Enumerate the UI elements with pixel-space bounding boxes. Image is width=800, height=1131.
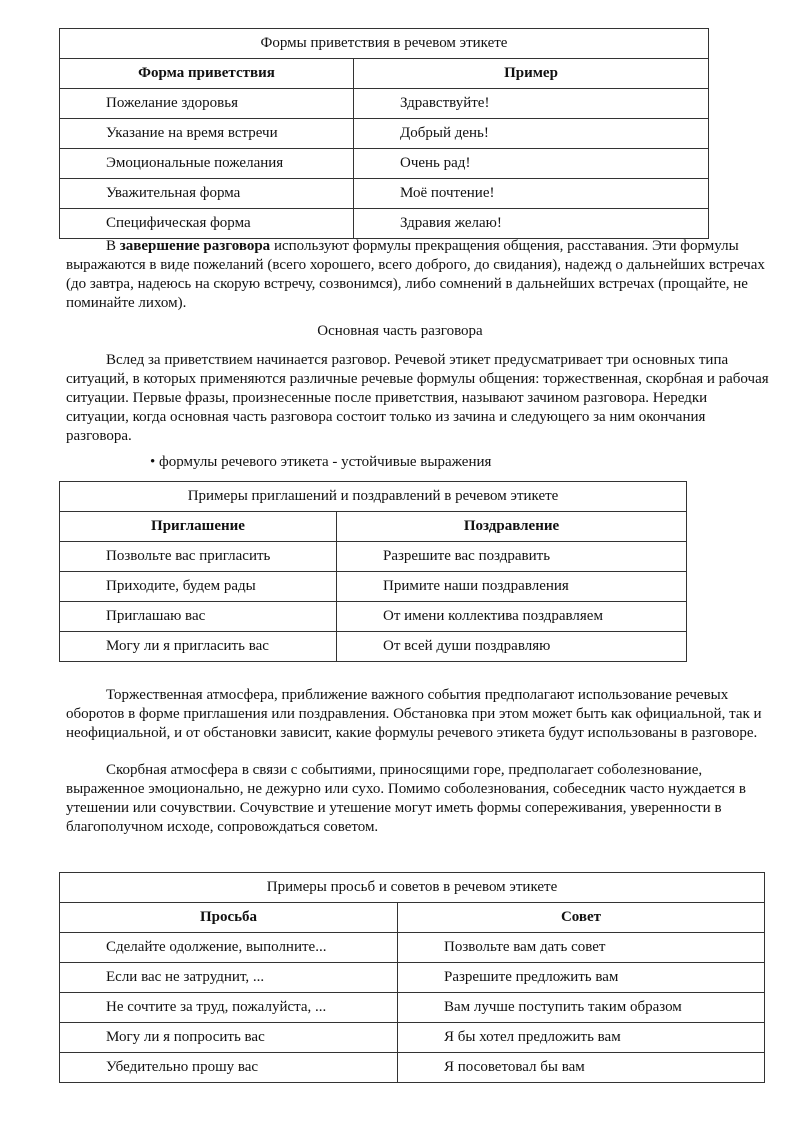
table-cell: От всей души поздравляю [337, 632, 687, 662]
table-cell: От имени коллектива поздравляем [337, 602, 687, 632]
table-cell: Не сочтите за труд, пожалуйста, ... [60, 993, 398, 1023]
table-cell: Вам лучше поступить таким образом [398, 993, 765, 1023]
table-cell: Я посоветовал бы вам [398, 1053, 765, 1083]
table-cell: Могу ли я пригласить вас [60, 632, 337, 662]
table-row [60, 963, 765, 993]
table-cell: Указание на время встречи [60, 119, 354, 149]
table-cell: Разрешите вас поздравить [337, 542, 687, 572]
table-cell: Разрешите предложить вам [398, 963, 765, 993]
table-cell: Могу ли я попросить вас [60, 1023, 398, 1053]
table-row [60, 632, 687, 662]
column-header: Пример [354, 59, 709, 89]
table-cell: Я бы хотел предложить вам [398, 1023, 765, 1053]
table-caption: Примеры приглашений и поздравлений в речевом этикете [60, 482, 687, 512]
table-row [60, 542, 687, 572]
table-cell: Пожелание здоровья [60, 89, 354, 119]
bullet-item: • формулы речевого этикета - устойчивые выражения [150, 454, 492, 470]
column-header: Форма приветствия [60, 59, 354, 89]
table-cell: Если вас не затруднит, ... [60, 963, 398, 993]
column-header: Просьба [60, 903, 398, 933]
column-header: Поздравление [337, 512, 687, 542]
requests-table [59, 872, 765, 1083]
table-cell: Очень рад! [354, 149, 709, 179]
text-run: используют формулы прекращения общения, расставания. Эти формулы выражаются в виде пожеланий (всего хорошего, всего доброго, до свидания), надежд о дальнейших встречах (до завтра, надеюсь на скорую встречу, созвонимся), либо сомнений в дальнейших встречах (прощайте, не поминайте лихом). [66, 238, 765, 311]
table-cell: Специфическая форма [60, 209, 354, 239]
bold-term: завершение разговора [119, 238, 271, 254]
table-row [60, 89, 709, 119]
table-cell: Эмоциональные пожелания [60, 149, 354, 179]
table-row [60, 149, 709, 179]
closing-paragraph [66, 237, 771, 313]
table-row [60, 933, 765, 963]
table-cell: Примите наши поздравления [337, 572, 687, 602]
table-cell: Убедительно прошу вас [60, 1053, 398, 1083]
table-cell: Приглашаю вас [60, 602, 337, 632]
table-cell: Уважительная форма [60, 179, 354, 209]
table-row [60, 1023, 765, 1053]
table-cell: Здравствуйте! [354, 89, 709, 119]
text-run: В [106, 238, 120, 254]
table-cell: Позвольте вам дать совет [398, 933, 765, 963]
table-cell: Сделайте одолжение, выполните... [60, 933, 398, 963]
column-header: Приглашение [60, 512, 337, 542]
table-row [60, 179, 709, 209]
table-row [60, 993, 765, 1023]
table-cell: Здравия желаю! [354, 209, 709, 239]
section-title: Основная часть разговора [317, 323, 483, 339]
table-cell: Добрый день! [354, 119, 709, 149]
table-row [60, 572, 687, 602]
mourning-paragraph: Скорбная атмосфера в связи с событиями, приносящими горе, предполагает соболезнование, выраженное эмоционально, не дежурно или сухо. Помимо соболезнования, собеседник часто нуждается в утешении или сочувствии. Сочувствие и утешение могут иметь формы сопереживания, уверенности в благополучном исходе, сопровождаться советом. [66, 762, 746, 835]
greetings-table [59, 28, 709, 239]
table-caption: Формы приветствия в речевом этикете [60, 29, 709, 59]
column-header: Совет [398, 903, 765, 933]
table-cell: Позвольте вас пригласить [60, 542, 337, 572]
solemn-paragraph: Торжественная атмосфера, приближение важного события предполагают использование речевых оборотов в форме приглашения или поздравления. Обстановка при этом может быть как официальной, так и неофициальной, и от обстановки зависит, какие формулы речевого этикета будут использованы в разговоре. [66, 687, 762, 741]
table-row [60, 119, 709, 149]
table-caption: Примеры просьб и советов в речевом этикете [60, 873, 765, 903]
table-row [60, 602, 687, 632]
table-cell: Моё почтение! [354, 179, 709, 209]
invitations-table [59, 481, 687, 662]
table-cell: Приходите, будем рады [60, 572, 337, 602]
main-part-paragraph: Вслед за приветствием начинается разговор. Речевой этикет предусматривает три основных типа ситуаций, в которых применяются различные речевые формулы общения: торжественная, скорбная и рабочая ситуации. Первые фразы, произнесенные после приветствия, называют зачином разговора. Нередки ситуации, когда основная часть разговора состоит только из зачина и следующего за ним окончания разговора. [66, 352, 769, 444]
table-row [60, 209, 709, 239]
table-row [60, 1053, 765, 1083]
